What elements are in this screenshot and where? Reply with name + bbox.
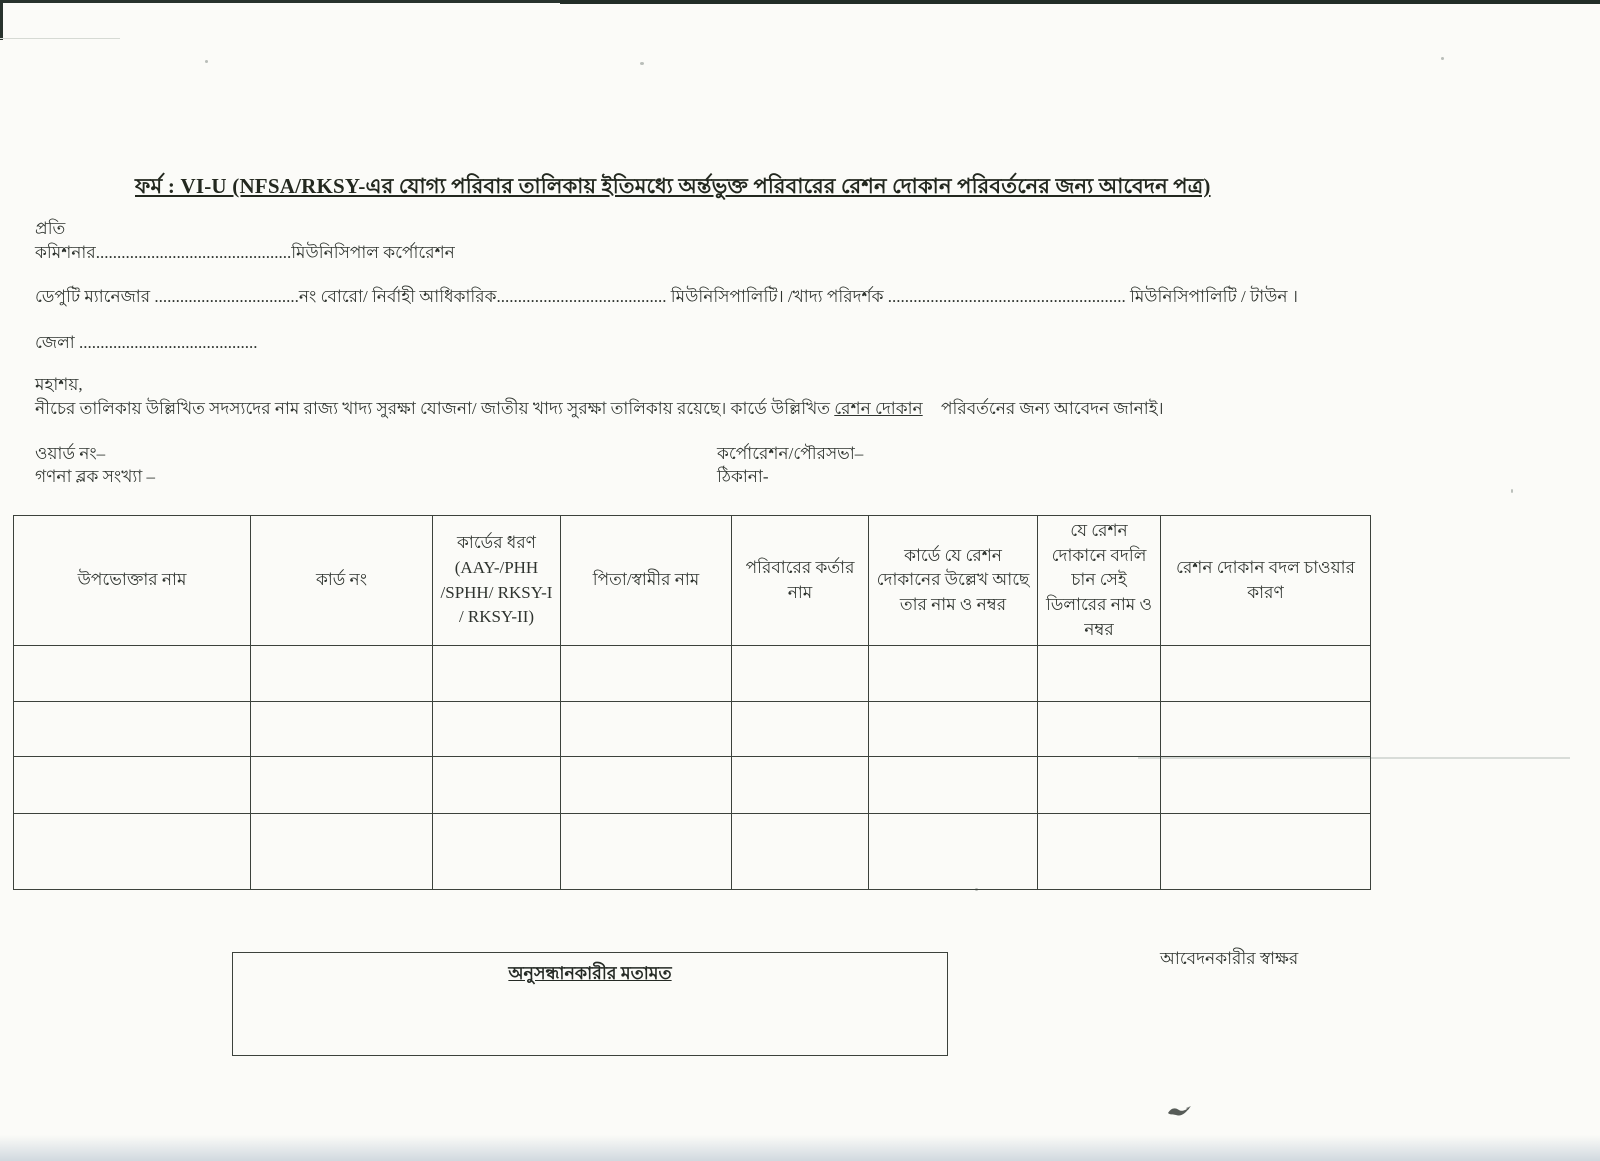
executive-officer-label: নির্বাহী আধিকারিক (371, 287, 497, 306)
col-header-father-husband: পিতা/স্বামীর নাম (561, 516, 732, 646)
scan-left-edge-artifact (0, 0, 3, 40)
scan-speck (640, 62, 644, 65)
empty-cell (433, 814, 561, 890)
table-header-row (14, 516, 1371, 646)
empty-cell (561, 646, 732, 702)
empty-cell (251, 814, 433, 890)
district-fill-line: .......................................... (78, 333, 258, 352)
empty-cell (1161, 814, 1371, 890)
ration-shop-underlined: রেশন দোকান (834, 399, 923, 418)
col-header-current-shop: কার্ডে যে রেশন দোকানের উল্লেখ আছে তার নাম ও নম্বর (869, 516, 1038, 646)
empty-cell (732, 702, 869, 757)
table-row (14, 702, 1371, 757)
corporation-label: কর্পোরেশন/পৌরসভা– (717, 444, 864, 463)
empty-cell (561, 702, 732, 757)
deputy-fill-line-1: .................................. (154, 287, 299, 306)
empty-cell (732, 814, 869, 890)
empty-cell (869, 646, 1038, 702)
empty-cell (561, 814, 732, 890)
col-header-change-reason: রেশন দোকান বদল চাওয়ার কারণ (1161, 516, 1371, 646)
deputy-manager-line (35, 286, 1298, 308)
col-header-consumer-name: উপভোক্তার নাম (14, 516, 251, 646)
address-label: ঠিকানা- (717, 467, 769, 486)
empty-cell (869, 702, 1038, 757)
empty-cell (251, 702, 433, 757)
commissioner-suffix: মিউনিসিপাল কর্পোরেশন (291, 243, 455, 262)
empty-cell (14, 814, 251, 890)
deputy-fill-line-3: ........................................................ (887, 287, 1126, 306)
request-paragraph (35, 398, 1185, 420)
ink-blob-icon (1166, 1104, 1192, 1120)
empty-cell (869, 814, 1038, 890)
district-line (35, 332, 257, 354)
boro-label: নং বোরো/ (298, 287, 372, 306)
empty-cell (14, 757, 251, 814)
scan-top-edge-artifact (560, 0, 1600, 4)
empty-cell (1038, 646, 1161, 702)
beneficiary-table (13, 515, 1371, 890)
ink-mark-artifact (1166, 1104, 1192, 1125)
empty-cell (433, 646, 561, 702)
scan-speck (205, 60, 208, 63)
form-title: ফর্ম : VI-U (NFSA/RKSY-এর যোগ্য পরিবার তালিকায় ইতিমধ্যে অর্ন্তভুক্ত পরিবারের রেশন দোকান পরিবর্তনের জন্য আবেদন পত্র) (135, 174, 1211, 198)
empty-cell (1161, 702, 1371, 757)
municipality-label-2: মিউনিসিপালিটি / টাউন । (1125, 287, 1298, 306)
paper-crease-artifact (0, 38, 120, 39)
table-row (14, 814, 1371, 890)
empty-cell (732, 757, 869, 814)
deputy-manager-label: ডেপুটি ম্যানেজার (35, 287, 155, 306)
empty-cell (433, 757, 561, 814)
salutation: প্রতি (35, 219, 66, 238)
empty-cell (869, 757, 1038, 814)
municipality-label-1: মিউনিসিপালিটি। (666, 287, 788, 306)
empty-cell (14, 646, 251, 702)
scan-speck (1441, 57, 1444, 60)
col-header-family-head: পরিবারের কর্তার নাম (732, 516, 869, 646)
food-inspector-label: /খাদ্য পরিদর্শক (787, 287, 888, 306)
table-row (14, 646, 1371, 702)
district-label: জেলা (35, 333, 79, 352)
empty-cell (1161, 646, 1371, 702)
deputy-fill-line-2: ........................................ (496, 287, 667, 306)
request-text-before: নীচের তালিকায় উল্লিখিত সদস্যদের নাম রাজ্য খাদ্য সুরক্ষা যোজনা/ জাতীয় খাদ্য সুরক্ষা তালিকায় রয়েছে। কার্ডে উল্লিখিত (35, 399, 835, 418)
col-header-requested-dealer: যে রেশন দোকানে বদলি চান সেই ডিলারের নাম ও নম্বর (1038, 516, 1161, 646)
commissioner-line (35, 242, 455, 264)
enquiry-opinion-box (232, 952, 948, 1056)
empty-cell (732, 646, 869, 702)
applicant-signature-label: আবেদনকারীর স্বাক্ষর (1160, 949, 1299, 968)
census-block-label: গণনা ব্লক সংখ্যা – (35, 467, 156, 486)
enquiry-opinion-title: অনুসন্ধানকারীর মতামত (508, 963, 672, 983)
empty-cell (433, 702, 561, 757)
scan-speck (1511, 489, 1513, 493)
empty-cell (1038, 757, 1161, 814)
table-row (14, 757, 1371, 814)
empty-cell (1038, 702, 1161, 757)
empty-cell (14, 702, 251, 757)
dear-sir: মহাশয়, (35, 375, 83, 394)
empty-cell (1038, 814, 1161, 890)
ward-no-label: ওয়ার্ড নং– (35, 444, 106, 463)
empty-cell (251, 757, 433, 814)
empty-cell (561, 757, 732, 814)
request-text-after: পরিবর্তনের জন্য আবেদন জানাই। (936, 399, 1164, 418)
commissioner-label: কমিশনার (35, 243, 96, 262)
col-header-card-type: কার্ডের ধরণ (AAY-/PHH /SPHH/ RKSY-I / RKSY-II) (433, 516, 561, 646)
empty-cell (1161, 757, 1371, 814)
commissioner-fill-line: .............................................. (95, 243, 292, 262)
col-header-card-no: কার্ড নং (251, 516, 433, 646)
empty-cell (251, 646, 433, 702)
scan-bottom-edge-artifact (0, 1135, 1600, 1161)
